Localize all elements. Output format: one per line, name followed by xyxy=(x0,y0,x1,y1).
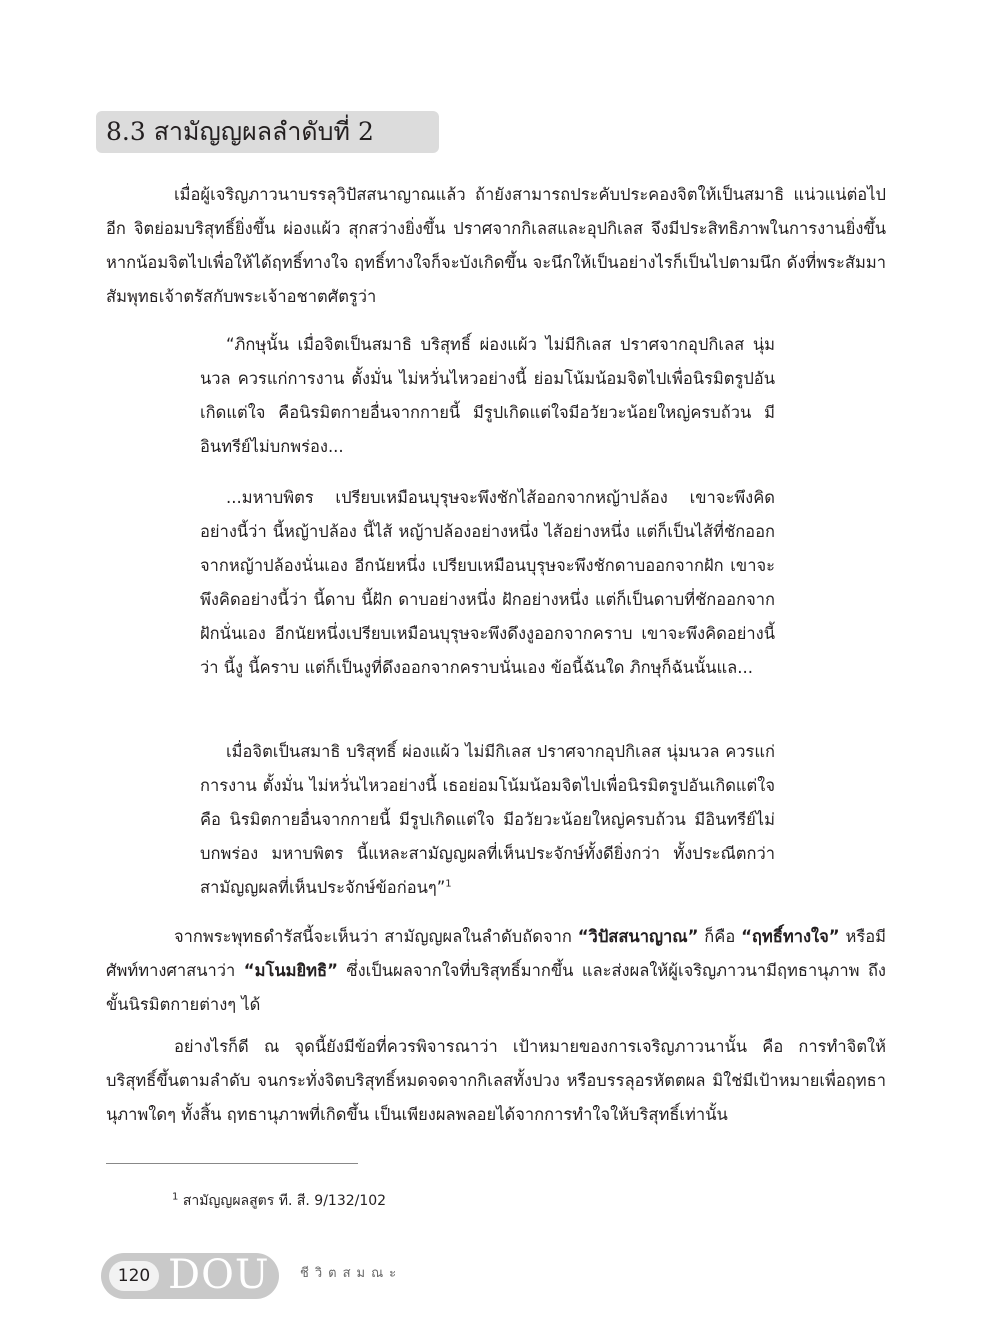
quote-paragraph-2: ...มหาบพิตร เปรียบเหมือนบุรุษจะพึงชักไส้ออกจากหญ้าปล้อง เขาจะพึงคิดอย่างนี้ว่า นี้หญ้าปล้อง นี้ไส้ หญ้าปล้องอย่างหนึ่ง ไส้อย่างหนึ่ง แต่ก็เป็นไส้ที่ชักออกจากหญ้าปล้องนั่นเอง อีกนัยหนึ่ง เปรียบเหมือนบุรุษจะพึงชักดาบออกจากฝัก เขาจะพึงคิดอย่างนี้ว่า นี้ดาบ นี้ฝัก ดาบอย่างหนึ่ง ฝักอย่างหนึ่ง แต่ก็เป็นดาบที่ชักออกจากฝักนั่นเอง อีกนัยหนึ่งเปรียบเหมือนบุรุษจะพึงดึงงูออกจากคราบ เขาจะพึงคิดอย่างนี้ว่า นี้งู นี้คราบ แต่ก็เป็นงูที่ดึงออกจากคราบนั่นเอง ข้อนี้ฉันใด ภิกษุก็ฉันนั้นแล... xyxy=(200,488,775,677)
footnote-text: สามัญญผลสูตร ที. สี. 9/132/102 xyxy=(182,1193,387,1209)
quote-paragraph-3-text: เมื่อจิตเป็นสมาธิ บริสุทธิ์ ผ่องแผ้ว ไม่มีกิเลส ปราศจากอุปกิเลส นุ่มนวล ควรแก่การงาน ตั้งมั่น ไม่หวั่นไหวอย่างนี้ เธอย่อมโน้มน้อมจิตไปเพื่อนิรมิตรูปอันเกิดแต่ใจ คือ นิรมิตกายอื่นจากกายนี้ มีรูปเกิดแต่ใจ มีอวัยวะน้อยใหญ่ครบถ้วน มีอินทรีย์ไม่บกพร่อง มหาบพิตร นี้แหละสามัญญผลที่เห็นประจักษ์ทั้งดียิ่งกว่า ทั้งประณีตกว่าสามัญญผลที่เห็นประจักษ์ข้อก่อนๆ” xyxy=(200,742,775,897)
footnote-reference: 1 xyxy=(445,878,452,890)
term-vipassana: “วิปัสสนาญาณ” xyxy=(577,927,699,946)
running-title: ชีวิตสมณะ xyxy=(300,1266,403,1281)
section-heading: 8.3 สามัญญผลลำดับที่ 2 xyxy=(106,117,374,146)
body-paragraph-2 xyxy=(106,920,886,1022)
term-manomayiddhi: “มโนมยิทธิ” xyxy=(243,961,338,980)
term-mind-power: “ฤทธิ์ทางใจ” xyxy=(741,927,840,946)
footnote-divider xyxy=(106,1163,358,1164)
body-paragraph-3: อย่างไรก็ดี ณ จุดนี้ยังมีข้อที่ควรพิจารณาว่า เป้าหมายของการเจริญภาวนานั้น คือ การทำจิตให้บริสุทธิ์ขึ้นตามลำดับ จนกระทั่งจิตบริสุทธิ์หมดจดจากกิเลสทั้งปวง หรือบรรลุอรหัตตผล มิใช่มีเป้าหมายเพื่อฤทธานุภาพใดๆ ทั้งสิ้น ฤทธานุภาพที่เกิดขึ้น เป็นเพียงผลพลอยได้จากการทำใจให้บริสุทธิ์เท่านั้น xyxy=(106,1037,886,1124)
paragraph-2-part-3: หรือมีศัพท์ทางศาสนาว่า xyxy=(106,927,886,980)
paragraph-2-part-4: ซึ่งเป็นผลจากใจที่บริสุทธิ์มากขึ้น และส่งผลให้ผู้เจริญภาวนามีฤทธานุภาพ ถึงขั้นนิรมิตกายต่างๆ ได้ xyxy=(106,961,886,1014)
paragraph-2-part-1: จากพระพุทธดำรัสนี้จะเห็นว่า สามัญญผลในลำดับถัดจาก xyxy=(174,927,578,946)
body-paragraph-1: เมื่อผู้เจริญภาวนาบรรลุวิปัสสนาญาณแล้ว ถ้ายังสามารถประคับประคองจิตให้เป็นสมาธิ แน่วแน่ต่อไปอีก จิตย่อมบริสุทธิ์ยิ่งขึ้น ผ่องแผ้ว สุกสว่างยิ่งขึ้น ปราศจากกิเลสและอุปกิเลส จึงมีประสิทธิภาพในการงานยิ่งขึ้น หากน้อมจิตไปเพื่อให้ได้ฤทธิ์ทางใจ ฤทธิ์ทางใจก็จะบังเกิดขึ้น จะนึกให้เป็นอย่างไรก็เป็นไปตามนึก ดังที่พระสัมมาสัมพุทธเจ้าตรัสกับพระเจ้าอชาตศัตรูว่า xyxy=(106,185,886,306)
footnote xyxy=(172,1191,386,1211)
brand-logo: DOU xyxy=(168,1252,270,1298)
paragraph-2-part-2: ก็คือ xyxy=(698,927,742,946)
quote-paragraph-1: “ภิกษุนั้น เมื่อจิตเป็นสมาธิ บริสุทธิ์ ผ่องแผ้ว ไม่มีกิเลส ปราศจากอุปกิเลส นุ่มนวล ควรแก่การงาน ตั้งมั่น ไม่หวั่นไหวอย่างนี้ ย่อมโน้มน้อมจิตไปเพื่อนิรมิตรูปอันเกิดแต่ใจ คือนิรมิตกายอื่นจากกายนี้ มีรูปเกิดแต่ใจมีอวัยวะน้อยใหญ่ครบถ้วน มีอินทรีย์ไม่บกพร่อง... xyxy=(200,335,775,456)
quote-paragraph-3 xyxy=(200,735,775,905)
footnote-marker: 1 xyxy=(172,1191,179,1203)
page-number: 120 xyxy=(109,1261,159,1291)
